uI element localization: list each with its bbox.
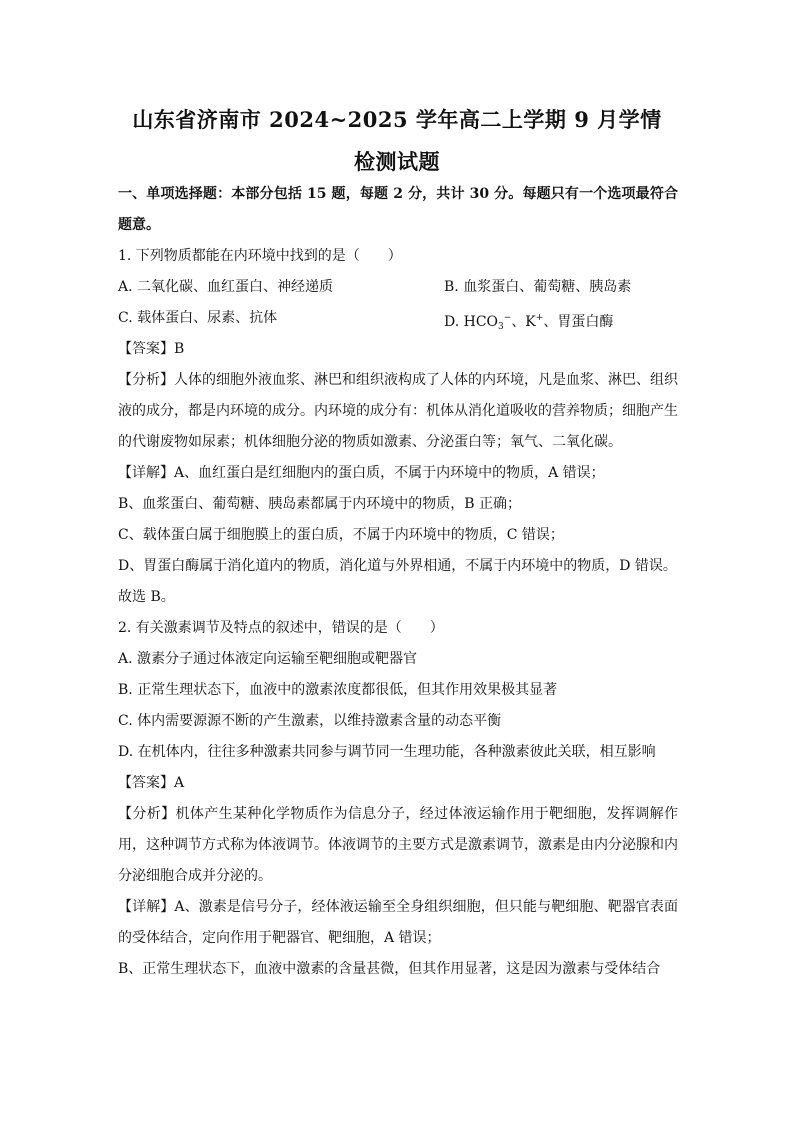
- q1-detail-c: C、载体蛋白属于细胞膜上的蛋白质，不属于内环境中的物质，C 错误；: [118, 527, 564, 543]
- document-body: [118, 179, 678, 985]
- q1-option-c: C. 载体蛋白、尿素、抗体: [118, 310, 278, 326]
- q2-detail-b: B、正常生理状态下，血液中激素的含量甚微，但其作用显著，这是因为激素与受体结合: [118, 961, 661, 977]
- q2-stem: 2. 有关激素调节及特点的叙述中，错误的是（ ）: [118, 620, 444, 636]
- document-title-line2: 检测试题: [354, 149, 440, 174]
- q1-option-b: B. 血浆蛋白、葡萄糖、胰岛素: [444, 279, 632, 295]
- q1-options-row2: [118, 303, 678, 334]
- q1-detail-d: D、胃蛋白酶属于消化道内的物质，消化道与外界相通，不属于内环境中的物质，D 错误。: [118, 558, 677, 574]
- q1-conclusion: 故选 B。: [118, 589, 175, 605]
- q2-option-a: A. 激素分子通过体液定向运输至靶细胞或靶器官: [118, 651, 418, 667]
- q1-option-d: D. $HCO_3^-$、K+、胃蛋白酶: [444, 313, 614, 332]
- q2-analysis: 【分析】机体产生某种化学物质作为信息分子，经过体液运输作用于靶细胞，发挥调解作用，这种调节方式称为体液调节。体液调节的主要方式是激素调节，激素是由内分泌腺和内分泌细胞合成并分泌的。: [118, 806, 678, 884]
- q1-detail-b: B、血浆蛋白、葡萄糖、胰岛素都属于内环境中的物质，B 正确；: [118, 496, 522, 512]
- q2-detail-a: 【详解】A、激素是信号分子，经体液运输至全身组织细胞，但只能与靶细胞、靶器官表面的受体结合，定向作用于靶器官、靶细胞，A 错误；: [118, 899, 678, 946]
- q1-option-a: A. 二氧化碳、血红蛋白、神经递质: [118, 279, 334, 295]
- document-title-line1: 山东省济南市 2024~2025 学年高二上学期 9 月学情: [132, 107, 662, 132]
- q1-answer: 【答案】B: [118, 341, 185, 357]
- q2-option-c: C. 体内需要源源不断的产生激素，以维持激素含量的动态平衡: [118, 713, 502, 729]
- q2-answer: 【答案】A: [118, 775, 185, 791]
- q1-stem: 1. 下列物质都能在内环境中找到的是（ ）: [118, 248, 402, 264]
- q1-detail-a: 【详解】A、血红蛋白是红细胞内的蛋白质，不属于内环境中的物质，A 错误；: [118, 465, 605, 481]
- section-header: 一、单项选择题：本部分包括 15 题，每题 2 分，共计 30 分。每题只有一个选项最符合题意。: [118, 186, 678, 233]
- q2-option-d: D. 在机体内，往往多种激素共同参与调节同一生理功能，各种激素彼此关联，相互影响: [118, 744, 656, 760]
- q1-analysis: 【分析】人体的细胞外液血浆、淋巴和组织液构成了人体的内环境，凡是血浆、淋巴、组织液的成分，都是内环境的成分。内环境的成分有：机体从消化道吸收的营养物质；细胞产生的代谢废物如尿素；机体细胞分泌的物质如激素、分泌蛋白等；氧气、二氧化碳。: [118, 372, 678, 450]
- q2-option-b: B. 正常生理状态下，血液中的激素浓度都很低，但其作用效果极其显著: [118, 682, 558, 698]
- q1-options-row1: [118, 272, 678, 303]
